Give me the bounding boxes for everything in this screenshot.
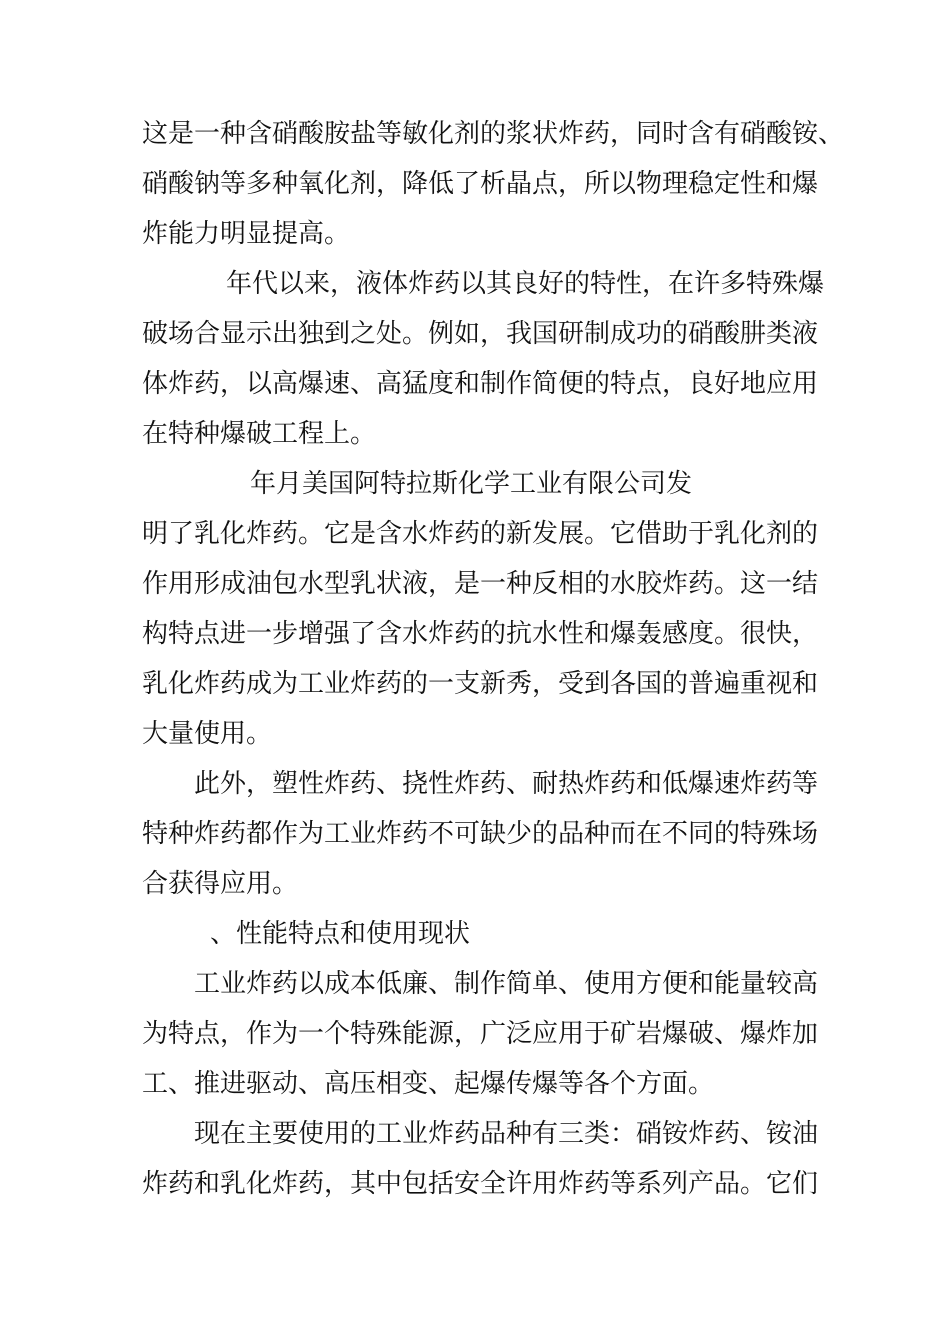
paragraph-7-line-1: 现在主要使用的工业炸药品种有三类：硝铵炸药、铵油 bbox=[194, 1119, 819, 1149]
paragraph-4-line-3: 合获得应用。 bbox=[142, 869, 299, 899]
paragraph-6-line-1: 工业炸药以成本低廉、制作简单、使用方便和能量较高 bbox=[194, 969, 819, 999]
paragraph-1-line-2: 硝酸钠等多种氧化剂，降低了析晶点，所以物理稳定性和爆 bbox=[142, 169, 819, 199]
paragraph-1-line-1: 这是一种含硝酸胺盐等敏化剂的浆状炸药，同时含有硝酸铵、 bbox=[142, 119, 845, 149]
paragraph-3-line-4: 构特点进一步增强了含水炸药的抗水性和爆轰感度。很快， bbox=[142, 619, 819, 649]
paragraph-2-line-1: 年代以来，液体炸药以其良好的特性，在许多特殊爆 bbox=[226, 269, 825, 299]
paragraph-6-line-3: 工、推进驱动、高压相变、起爆传爆等各个方面。 bbox=[142, 1069, 715, 1099]
section-heading: 、性能特点和使用现状 bbox=[210, 919, 471, 949]
paragraph-4-line-2: 特种炸药都作为工业炸药不可缺少的品种而在不同的特殊场 bbox=[142, 819, 819, 849]
paragraph-6-line-2: 为特点，作为一个特殊能源，广泛应用于矿岩爆破、爆炸加 bbox=[142, 1019, 819, 1049]
paragraph-3-line-5: 乳化炸药成为工业炸药的一支新秀，受到各国的普遍重视和 bbox=[142, 669, 819, 699]
paragraph-4-line-1: 此外，塑性炸药、挠性炸药、耐热炸药和低爆速炸药等 bbox=[194, 769, 819, 799]
paragraph-2-line-4: 在特种爆破工程上。 bbox=[142, 419, 377, 449]
paragraph-1-line-3: 炸能力明显提高。 bbox=[142, 219, 351, 249]
paragraph-3-line-2: 明了乳化炸药。它是含水炸药的新发展。它借助于乳化剂的 bbox=[142, 519, 819, 549]
paragraph-3-line-6: 大量使用。 bbox=[142, 719, 273, 749]
paragraph-3-line-1: 年月美国阿特拉斯化学工业有限公司发 bbox=[250, 469, 693, 499]
paragraph-3-line-3: 作用形成油包水型乳状液，是一种反相的水胶炸药。这一结 bbox=[142, 569, 819, 599]
paragraph-2-line-2: 破场合显示出独到之处。例如，我国研制成功的硝酸肼类液 bbox=[142, 319, 819, 349]
paragraph-2-line-3: 体炸药，以高爆速、高猛度和制作简便的特点，良好地应用 bbox=[142, 369, 819, 399]
paragraph-7-line-2: 炸药和乳化炸药，其中包括安全许用炸药等系列产品。它们 bbox=[142, 1169, 819, 1199]
